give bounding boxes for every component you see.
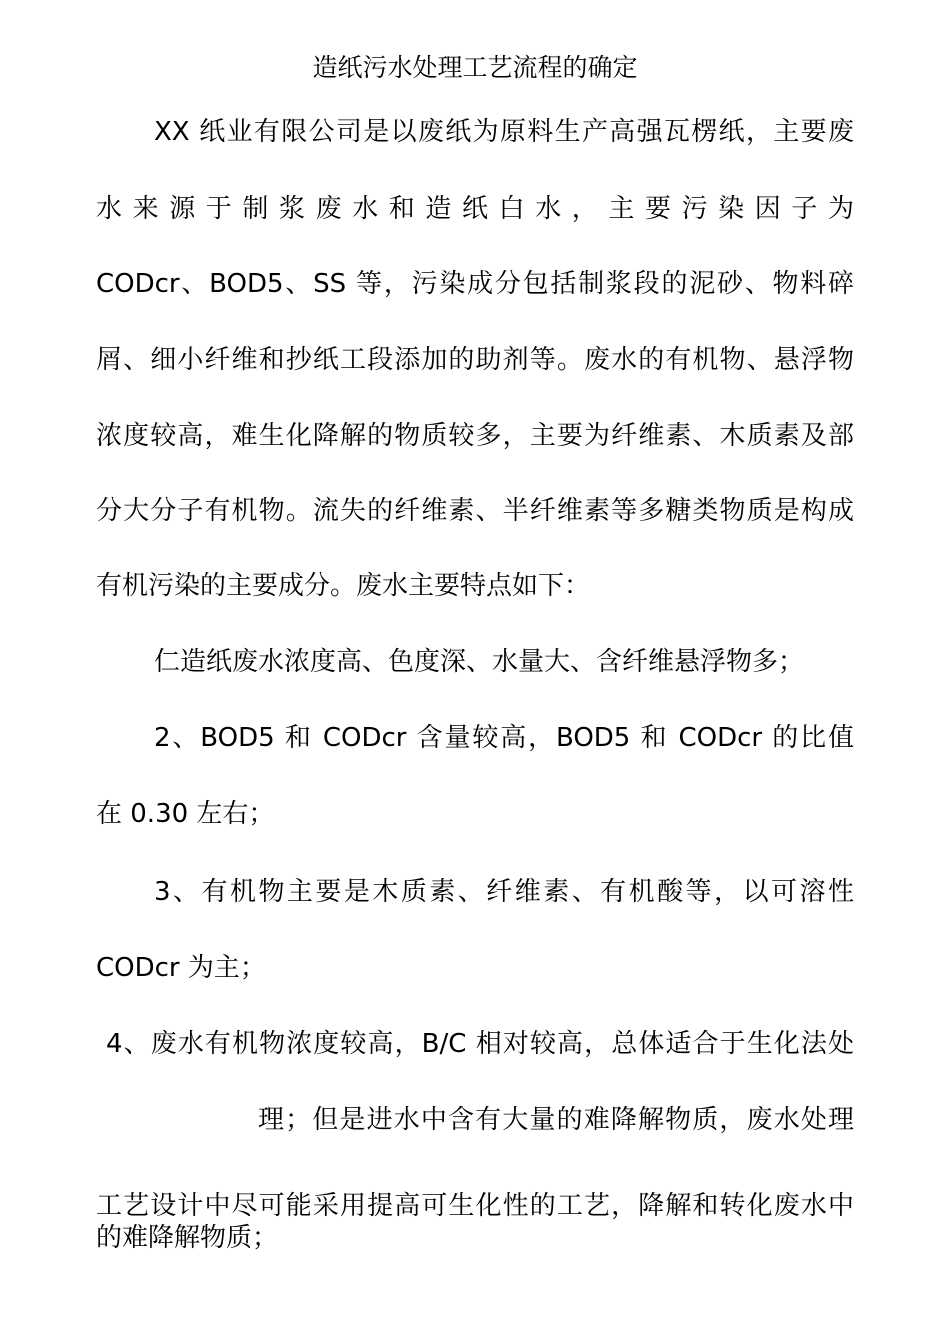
list-item-3-cont: CODcr 为主； (96, 953, 266, 983)
paragraph-line: 分大分子有机物。流失的纤维素、半纤维素等多糖类物质是构成 (96, 496, 854, 526)
paragraph-line: 浓度较高，难生化降解的物质较多，主要为纤维素、木质素及部 (96, 421, 854, 451)
paragraph-line: 屑、细小纤维和抄纸工段添加的助剂等。废水的有机物、悬浮物 (96, 345, 854, 375)
list-item-3: 3、有机物主要是木质素、纤维素、有机酸等，以可溶性 (154, 877, 854, 907)
paragraph-line: CODcr、BOD5、SS 等，污染成分包括制浆段的泥砂、物料碎 (96, 269, 854, 299)
list-item-2: 2、BOD5 和 CODcr 含量较高，BOD5 和 CODcr 的比值 (154, 723, 854, 753)
paragraph-line: 水来源于制浆废水和造纸白水，主要污染因子为 (96, 194, 854, 224)
paragraph-line: XX 纸业有限公司是以废纸为原料生产高强瓦楞纸，主要废 (154, 117, 854, 147)
list-item-2-cont: 在 0.30 左右； (96, 799, 275, 829)
list-item-1: 仁造纸废水浓度高、色度深、水量大、含纤维悬浮物多； (154, 647, 805, 677)
page-title: 造纸污水处理工艺流程的确定 (312, 53, 638, 82)
paragraph-line: 的难降解物质； (96, 1223, 279, 1253)
list-item-4: 4、废水有机物浓度较高，B/C 相对较高，总体适合于生化法处 (106, 1029, 854, 1059)
paragraph-line: 有机污染的主要成分。废水主要特点如下： (96, 571, 591, 601)
paragraph-line: 工艺设计中尽可能采用提高可生化性的工艺，降解和转化废水中 (96, 1191, 854, 1221)
list-item-4-cont: 理；但是进水中含有大量的难降解物质，废水处理 (258, 1105, 854, 1135)
